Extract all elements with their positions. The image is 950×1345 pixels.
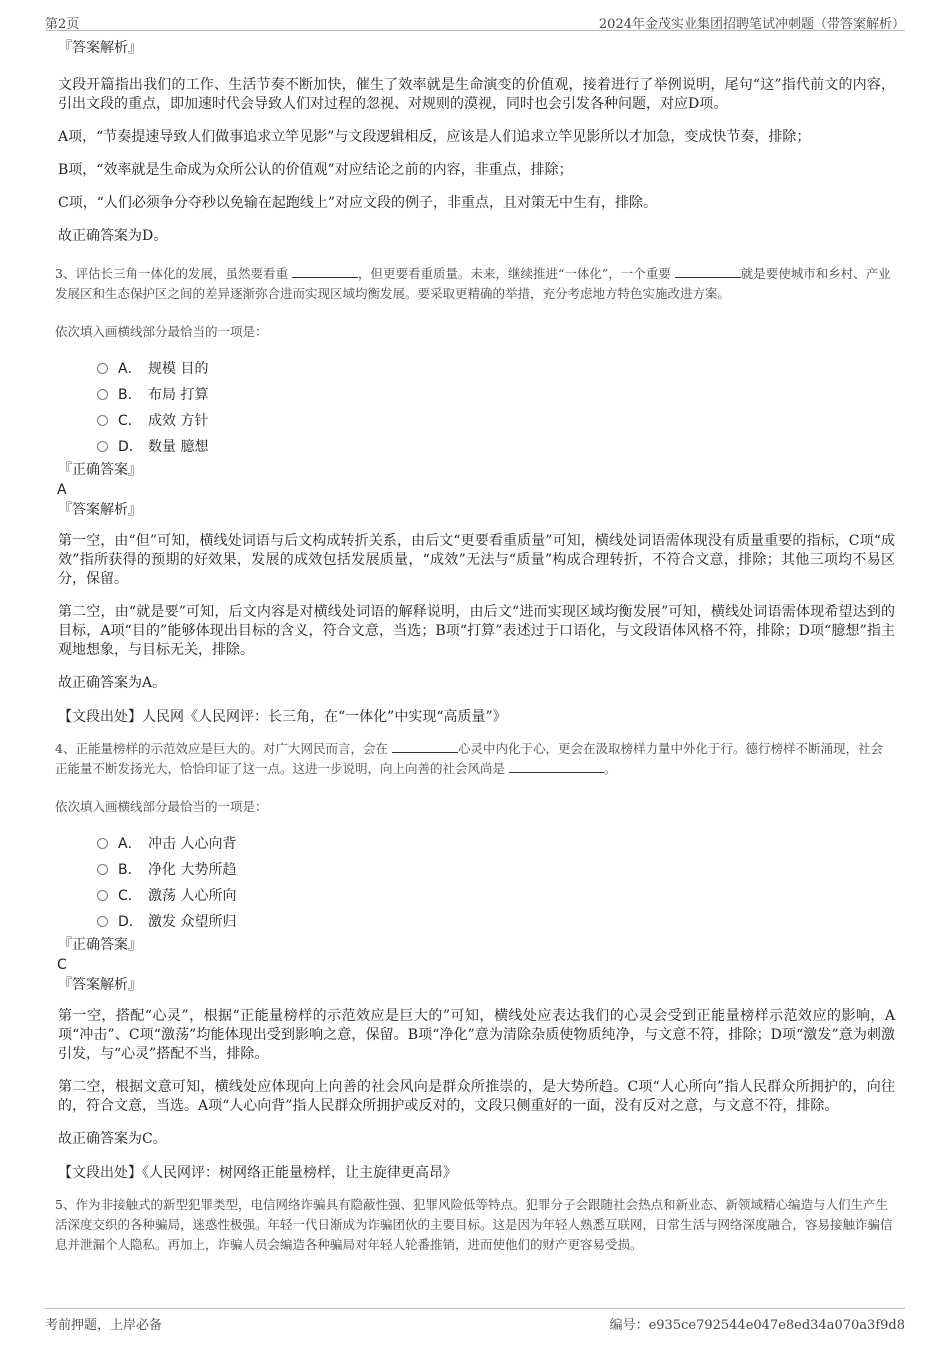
radio-icon[interactable] [97, 441, 108, 452]
q4-option-c[interactable]: C． 激荡 人心所向 [97, 883, 895, 909]
document-code: 编号：e935ce792544e047e8ed34a070a3f9d8 [609, 1318, 905, 1333]
q3-answer-conclusion: 故正确答案为A。 [58, 675, 167, 691]
q4-blank-1 [392, 740, 458, 753]
q2-answer-conclusion: 故正确答案为D。 [58, 228, 168, 244]
page-footer [45, 1308, 905, 1331]
page-content [55, 38, 895, 1255]
radio-icon[interactable] [97, 363, 108, 374]
footer-slogan: 考前押题，上岸必备 [45, 1318, 163, 1333]
page-label: 第2页 [45, 17, 80, 32]
q2-analysis-paragraph: B项，“效率就是生命成为众所公认的价值观”对应结论之前的内容，非重点，排除； [58, 162, 573, 178]
q2-analysis-paragraph: C项，“人们必须争分夺秒以免输在起跑线上”对应文段的例子，非重点，且对策无中生有，排除。 [58, 195, 658, 211]
radio-icon[interactable] [97, 838, 108, 849]
q3-analysis-paragraph: 第一空，由“但”可知，横线处词语与后文构成转折关系，由后文“更要看重质量”可知，横线处词语需体现没有质量重要的指标，C项“成效”指所获得的预期的好效果，发展的成效包括发展质量，“成效”无法与“质量”构成合理转折，不符合文意，排除；其他三项均不易区分，保留。 [58, 533, 895, 587]
q2-analysis-paragraph: 文段开篇指出我们的工作、生活节奏不断加快，催生了效率就是生命演变的价值观，接着进行了举例说明，尾句“这”指代前文的内容，引出文段的重点，即加速时代会导致人们对过程的忽视、对规则的漠视，同时也会引发各种问题，对应D项。 [58, 77, 895, 112]
q3-blank-2 [675, 265, 741, 278]
radio-icon[interactable] [97, 890, 108, 901]
q4-answer-conclusion: 故正确答案为C。 [58, 1131, 167, 1147]
q4-option-d[interactable]: D． 激发 众望所归 [97, 909, 895, 935]
q3-correct-label: 『正确答案』 [58, 462, 142, 478]
q2-analysis-label: 『答案解析』 [58, 40, 142, 56]
radio-icon[interactable] [97, 864, 108, 875]
q4-prompt: 依次填入画横线部分最恰当的一项是： [55, 799, 268, 814]
q3-analysis-paragraph: 第二空，由“就是要”可知，后文内容是对横线处词语的解释说明，由后文“进而实现区域均衡发展”可知，横线处词语需体现希望达到的目标，A项“目的”能够体现出目标的含义，符合文意，当选；B项“打算”表述过于口语化，与文段语体风格不符，排除；D项“臆想”指主观地想象，与目标无关，排除。 [58, 604, 895, 658]
q3-option-a[interactable]: A． 规模 目的 [97, 356, 895, 382]
q3-option-b[interactable]: B． 布局 打算 [97, 382, 895, 408]
q3-stem: 3、评估长三角一体化的发展，虽然要看重 ，但更要看重质量。未来，继续推进“一体化”，一个重要 就是要使城市和乡村、产业发展区和生态保护区之间的差异逐渐弥合进而实现区域均衡发展。要采取更精确的举措，充分考虑地方特色实施改进方案。 [55, 266, 891, 301]
q4-option-b[interactable]: B． 净化 大势所趋 [97, 857, 895, 883]
q4-analysis-label: 『答案解析』 [58, 977, 142, 993]
q4-option-a[interactable]: A． 冲击 人心向背 [97, 831, 895, 857]
q3-prompt: 依次填入画横线部分最恰当的一项是： [55, 324, 268, 339]
document-title: 2024年金茂实业集团招聘笔试冲刺题（带答案解析） [598, 17, 905, 32]
q4-source: 【文段出处】《人民网评：树网络正能量榜样，让主旋律更高昂》 [58, 1165, 457, 1181]
q5-stem: 5、作为非接触式的新型犯罪类型，电信网络诈骗具有隐蔽性强、犯罪风险低等特点。犯罪分子会跟随社会热点和新业态、新领域精心编造与人们生产生活深度交织的各种骗局，迷惑性极强。年轻一代日渐成为诈骗团伙的主要目标。这是因为年轻人熟悉互联网，日常生活与网络深度融合，容易接触诈骗信息并泄漏个人隐私。再加上，诈骗人员会编造各种骗局对年轻人轮番推销，进而使他们的财产更容易受损。 [55, 1197, 893, 1252]
q4-options [55, 831, 895, 935]
q3-option-c[interactable]: C． 成效 方针 [97, 408, 895, 434]
q3-blank-1 [292, 265, 358, 278]
page-header [45, 10, 905, 31]
q4-analysis-paragraph: 第一空，搭配“心灵”，根据“正能量榜样的示范效应是巨大的”可知，横线处应表达我们的心灵会受到正能量榜样示范效应的影响，A项“冲击”、C项“激荡”均能体现出受到影响之意，保留。B项“净化”意为清除杂质使物质纯净，与文意不符，排除；D项“激发”意为刺激引发，与“心灵”搭配不当，排除。 [58, 1008, 895, 1062]
radio-icon[interactable] [97, 415, 108, 426]
radio-icon[interactable] [97, 389, 108, 400]
q4-correct-label: 『正确答案』 [58, 937, 142, 953]
q4-blank-2 [509, 760, 604, 773]
q3-source: 【文段出处】人民网《人民网评：长三角，在“一体化”中实现“高质量”》 [58, 709, 507, 725]
q4-analysis-paragraph: 第二空，根据文意可知，横线处应体现向上向善的社会风向是群众所推崇的，是大势所趋。C项“人心所向”指人民群众所拥护的，向往的，符合文意，当选。A项“人心向背”指人民群众所拥护或反对的，文段只侧重好的一面，没有反对之意，与文意不符，排除。 [58, 1079, 895, 1114]
q4-correct-answer: C [57, 957, 67, 973]
q3-analysis-label: 『答案解析』 [58, 502, 142, 518]
q4-stem: 4、正能量榜样的示范效应是巨大的。对广大网民而言，会在 心灵中内化于心，更会在汲取榜样力量中外化于行。德行榜样不断涌现，社会正能量不断发扬光大，恰恰印证了这一点。这进一步说明，向上向善的社会风尚是 。 [55, 741, 883, 776]
q3-correct-answer: A [57, 482, 67, 498]
radio-icon[interactable] [97, 916, 108, 927]
q3-options [55, 356, 895, 460]
q3-option-d[interactable]: D． 数量 臆想 [97, 434, 895, 460]
q2-analysis-paragraph: A项，“节奏提速导致人们做事追求立竿见影”与文段逻辑相反，应该是人们追求立竿见影所以才加急，变成快节奏，排除； [58, 129, 811, 145]
